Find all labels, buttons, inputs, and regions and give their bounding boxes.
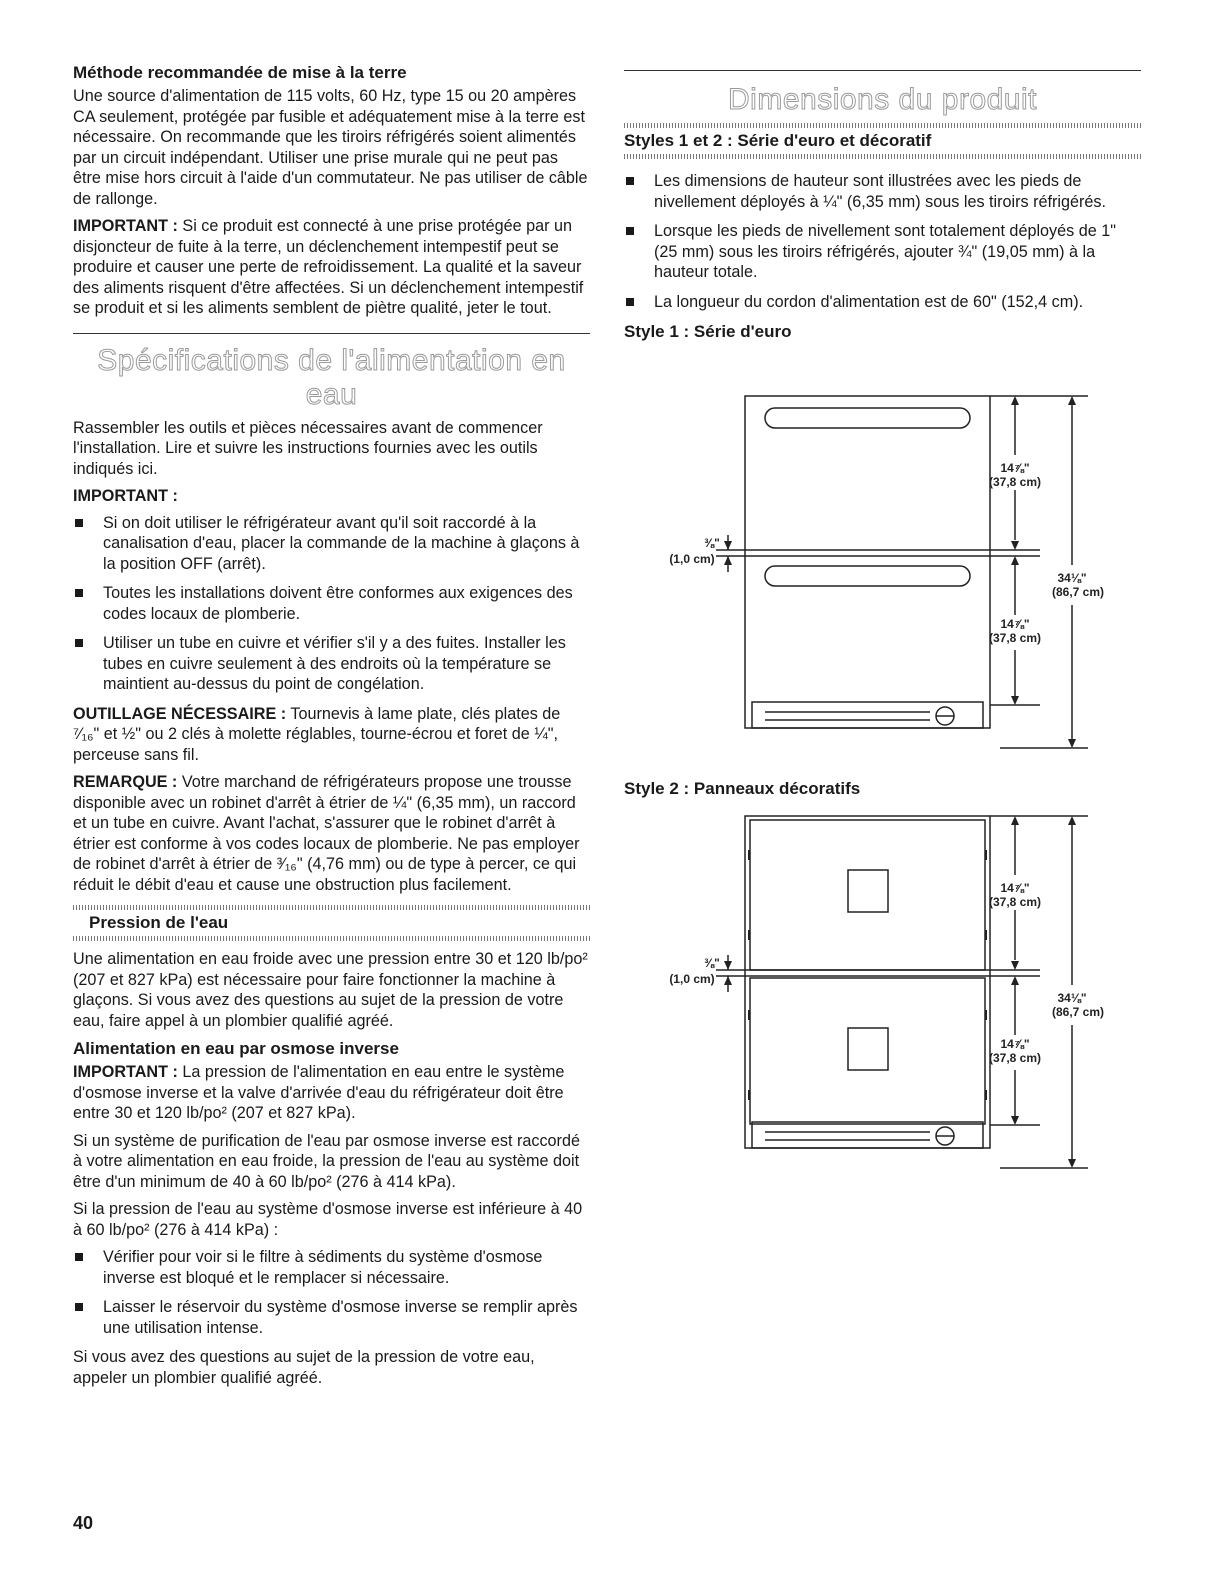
ro-important (73, 1062, 590, 1124)
list-item: La longueur du cordon d'alimentation est de 60" (152,4 cm). (624, 292, 1141, 313)
drawer-height-cm: (37,8 cm) (988, 1051, 1042, 1065)
tools-paragraph (73, 704, 590, 766)
gap-cm: (1,0 cm) (669, 552, 715, 566)
drawer-height-label: 14⅞" (1000, 461, 1030, 475)
total-height-cm: (86,7 cm) (1051, 585, 1105, 599)
dimensions-heading: Dimensions du produit (728, 83, 1037, 116)
tools-label: OUTILLAGE NÉCESSAIRE : (73, 704, 287, 723)
important-label: IMPORTANT : (73, 217, 178, 235)
ro-bullet-list (73, 1247, 590, 1338)
style1-heading: Style 1 : Série d'euro (624, 322, 792, 341)
drawer-height-cm: (37,8 cm) (988, 631, 1042, 645)
total-height-label: 34⅛" (1057, 571, 1087, 585)
style2-dimension-drawing (620, 810, 1140, 1180)
section-rule (624, 70, 1141, 71)
ro-paragraph: Si un système de purification de l'eau par osmose inverse est raccordé à votre alimentation en eau froide, la pression de l'eau au système doit être d'un minimum de 40 à 60 lb/po² (276 à 414 kPa). (73, 1131, 580, 1191)
hatch-rule (624, 154, 1141, 159)
ro-paragraph: Si la pression de l'eau au système d'osmose inverse est inférieure à 40 à 60 lb/po² (276 à 414 kPa) : (73, 1200, 583, 1239)
grounding-heading: Méthode recommandée de mise à la terre (73, 63, 407, 82)
right-column (624, 70, 1141, 345)
important-label: IMPORTANT : (73, 1063, 178, 1081)
water-intro: Rassembler les outils et pièces nécessaires avant de commencer l'installation. Lire et suivre les instructions fournies avec les outils indiqués ici. (73, 418, 543, 478)
drawer-height-label: 14⅞" (1000, 1037, 1030, 1051)
drawer-height-cm: (37,8 cm) (988, 475, 1042, 489)
grounding-important (73, 216, 590, 319)
total-height-cm: (86,7 cm) (1051, 1005, 1105, 1019)
tools-text: Tournevis à lame plate, clés plates de ⁷⁄₁₆" et ½" ou 2 clés à molette réglables, tourne-écrou et foret de ¼", perceuse sans fil. (73, 704, 561, 764)
drawer-height-cm: (37,8 cm) (988, 895, 1042, 909)
list-item: Les dimensions de hauteur sont illustrées avec les pieds de nivellement déployés à ¼" (6,35 mm) sous les tiroirs réfrigérés. (624, 171, 1141, 212)
total-height-label: 34⅛" (1057, 991, 1087, 1005)
water-bullet-list (73, 513, 590, 695)
list-item: Lorsque les pieds de nivellement sont totalement déployés de 1" (25 mm) sous les tiroirs réfrigérés, ajouter ¾" (19,05 mm) à la hauteur totale. (624, 221, 1141, 283)
list-item: Utiliser un tube en cuivre et vérifier s'il y a des fuites. Installer les tubes en cuivre seulement à des endroits où la température se maintient au-dessus du point de congélation. (73, 633, 590, 695)
left-column (73, 62, 590, 1395)
pressure-paragraph: Une alimentation en eau froide avec une pression entre 30 et 120 lb/po² (207 et 827 kPa) est nécessaire pour faire fonctionner la machine à glaçons. Si vous avez des questions au sujet de la pression de votre eau, faire appel à un plombier qualifié agréé. (73, 950, 588, 1030)
list-item: Vérifier pour voir si le filtre à sédiments du système d'osmose inverse est bloqué et le remplacer si nécessaire. (73, 1247, 590, 1288)
ro-closing: Si vous avez des questions au sujet de la pression de votre eau, appeler un plombier qualifié agréé. (73, 1348, 535, 1387)
style1-dimension-drawing (620, 390, 1140, 760)
note-text: Votre marchand de réfrigérateurs propose une trousse disponible avec un robinet d'arrêt à étrier de ¼" (6,35 mm), un raccord et un tube en cuivre. Avant l'achat, s'assurer que le robinet d'arrêt à étrier est conforme à vos codes locaux de plomberie. Ne pas employer de robinet d'arrêt à étrier de ³⁄₁₆" (4,76 mm) ou de type à percer, ce qui réduit le débit d'eau et cause une obstruction plus facilement. (73, 773, 580, 894)
gap-label: ⅜" (704, 956, 720, 970)
style2-heading-wrap (624, 778, 1141, 802)
hatch-rule (73, 936, 590, 941)
drawer-height-label: 14⅞" (1000, 617, 1030, 631)
important-text: Si ce produit est connecté à une prise protégée par un disjoncteur de fuite à la terre, un déclenchement intempestif peut se produire et causer une perte de refroidissement. La qualité et la saveur des aliments risquent d'être affectées. Si un déclenchement intempestif se produit et si les aliments semblent de piètre qualité, jeter le tout. (73, 217, 584, 317)
water-important-label: IMPORTANT : (73, 487, 178, 505)
gap-label: ⅜" (704, 536, 720, 550)
list-item: Si on doit utiliser le réfrigérateur avant qu'il soit raccordé à la canalisation d'eau, placer la commande de la machine à glaçons à la position OFF (arrêt). (73, 513, 590, 575)
dimensions-bullet-list (624, 171, 1141, 312)
note-paragraph (73, 772, 590, 895)
pressure-heading: Pression de l'eau (89, 913, 229, 932)
grounding-paragraph: Une source d'alimentation de 115 volts, 60 Hz, type 15 ou 20 ampères CA seulement, protégée par fusible et adéquatement mise à la terre est nécessaire. On recommande que les tiroirs réfrigérés soient alimentés par un circuit indépendant. Utiliser une prise murale qui ne peut pas être mise hors circuit à l'aide d'un commutateur. Ne pas utiliser de câble de rallonge. (73, 87, 588, 208)
water-spec-heading: Spécifications de l'alimentation en eau (97, 343, 566, 411)
section-rule (73, 333, 590, 334)
style2-heading: Style 2 : Panneaux décoratifs (624, 779, 861, 798)
styles-heading: Styles 1 et 2 : Série d'euro et décoratif (624, 131, 932, 150)
list-item: Laisser le réservoir du système d'osmose inverse se remplir après une utilisation intense. (73, 1297, 590, 1338)
list-item: Toutes les installations doivent être conformes aux exigences des codes locaux de plomberie. (73, 583, 590, 624)
ro-heading: Alimentation en eau par osmose inverse (73, 1039, 399, 1058)
gap-cm: (1,0 cm) (669, 972, 715, 986)
page-number: 40 (73, 1513, 94, 1533)
note-label: REMARQUE : (73, 773, 178, 791)
drawer-height-label: 14⅞" (1000, 881, 1030, 895)
important-text: La pression de l'alimentation en eau entre le système d'osmose inverse et la valve d'arrivée d'eau du réfrigérateur doit être entre 30 et 120 lb/po² (207 et 827 kPa). (73, 1063, 565, 1122)
